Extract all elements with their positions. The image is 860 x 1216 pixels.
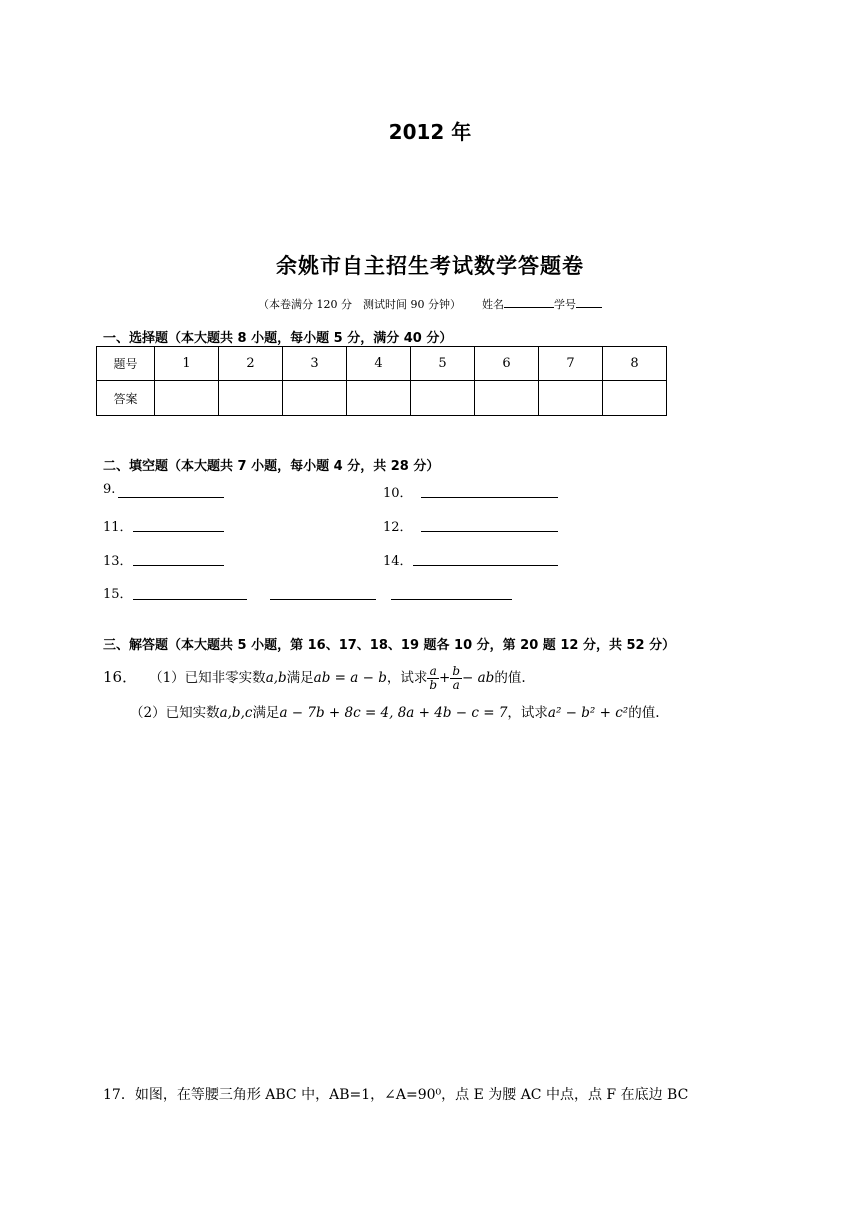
q16-p2-vars: a,b,c <box>219 705 253 721</box>
fill-label-10: 10． <box>383 486 413 501</box>
q16-p1-text: 的值. <box>494 670 526 686</box>
question-number-cell: 1 <box>155 347 219 381</box>
fill-label-12: 12． <box>383 520 413 535</box>
question-number-cell: 5 <box>411 347 475 381</box>
answer-cell[interactable] <box>603 381 667 416</box>
q16-p1-expr-tail: − ab <box>462 670 495 686</box>
question-16-part2 <box>130 701 660 721</box>
fraction-b-over-a: $\frac{b}{a}$ <box>452 664 461 692</box>
fill-blank-13[interactable] <box>133 565 224 566</box>
answer-cell[interactable] <box>219 381 283 416</box>
question-number-cell: 7 <box>539 347 603 381</box>
fill-blank-15b[interactable] <box>270 599 376 600</box>
fill-label-11: 11． <box>103 520 133 535</box>
q16-p1-vars: a,b <box>265 670 287 686</box>
fill-blank-15c[interactable] <box>391 599 512 600</box>
fraction-a-over-b: $\frac{a}{b}$ <box>429 664 438 692</box>
question-number-cell: 8 <box>603 347 667 381</box>
exam-subtitle <box>0 296 860 312</box>
question-number-cell: 3 <box>283 347 347 381</box>
question-number-cell: 2 <box>219 347 283 381</box>
fill-blank-11[interactable] <box>133 531 224 532</box>
fill-blank-10[interactable] <box>421 497 558 498</box>
answer-cell[interactable] <box>411 381 475 416</box>
year-heading: 2012 年 <box>388 120 472 144</box>
question-number-cell: 4 <box>347 347 411 381</box>
fill-label-13: 13． <box>103 554 133 569</box>
q16-p2-text: 的值. <box>628 705 660 721</box>
q16-p2-text: 满足 <box>252 705 280 721</box>
fill-blank-12[interactable] <box>421 531 558 532</box>
q16-p2-expression: a² − b² + c² <box>547 705 629 721</box>
q16-p2-text: ，试求 <box>507 705 548 721</box>
answer-cell[interactable] <box>475 381 539 416</box>
fill-label-15: 15． <box>103 587 133 602</box>
fill-blank-9[interactable] <box>118 497 224 498</box>
section1-heading: 一、选择题（本大题共 8 小题，每小题 5 分，满分 40 分） <box>103 331 453 346</box>
name-label: 姓名 <box>481 298 504 311</box>
question-17: 17．如图，在等腰三角形 ABC 中，AB=1，∠A=90⁰，点 E 为腰 AC 中点，点 F 在底边 BC <box>103 1087 689 1103</box>
answer-table <box>96 346 667 416</box>
question-16-part1: 16． （1）已知非零实数a,b满足ab = a − b，试求 $\frac{a}{b}$ + $\frac{b}{a}$ − ab的值. <box>103 664 526 692</box>
exam-info: （本卷满分 120 分 测试时间 90 分钟） <box>258 298 461 311</box>
name-blank[interactable] <box>504 297 554 308</box>
question-number-cell: 6 <box>475 347 539 381</box>
answer-label: 答案 <box>97 381 155 416</box>
answer-cell[interactable] <box>155 381 219 416</box>
fill-label-9: 9. <box>103 482 116 497</box>
section2-heading: 二、填空题（本大题共 7 小题，每小题 4 分，共 28 分） <box>103 459 440 474</box>
answer-cell[interactable] <box>347 381 411 416</box>
answer-cell[interactable] <box>283 381 347 416</box>
question-number-label: 题号 <box>97 347 155 381</box>
question-16-number: 16． <box>103 668 138 686</box>
q16-p1-text: （1）已知非零实数 <box>149 670 266 686</box>
q16-p2-text: （2）已知实数 <box>130 705 220 721</box>
q16-p1-text: ，试求 <box>386 670 428 686</box>
id-label: 学号 <box>553 298 576 311</box>
id-blank[interactable] <box>576 297 602 308</box>
q16-p2-condition: a − 7b + 8c = 4, 8a + 4b − c = 7 <box>279 705 508 721</box>
fill-blank-15a[interactable] <box>133 599 247 600</box>
fill-blank-14[interactable] <box>413 565 558 566</box>
answer-cell[interactable] <box>539 381 603 416</box>
q16-p1-text: 满足 <box>286 670 314 686</box>
section3-heading: 三、解答题（本大题共 5 小题，第 16、17、18、19 题各 10 分，第 20 题 12 分，共 52 分） <box>103 638 676 653</box>
exam-title: 余姚市自主招生考试数学答题卷 <box>276 254 584 278</box>
q16-p1-condition: ab = a − b <box>313 670 387 686</box>
fill-label-14: 14． <box>383 554 413 569</box>
